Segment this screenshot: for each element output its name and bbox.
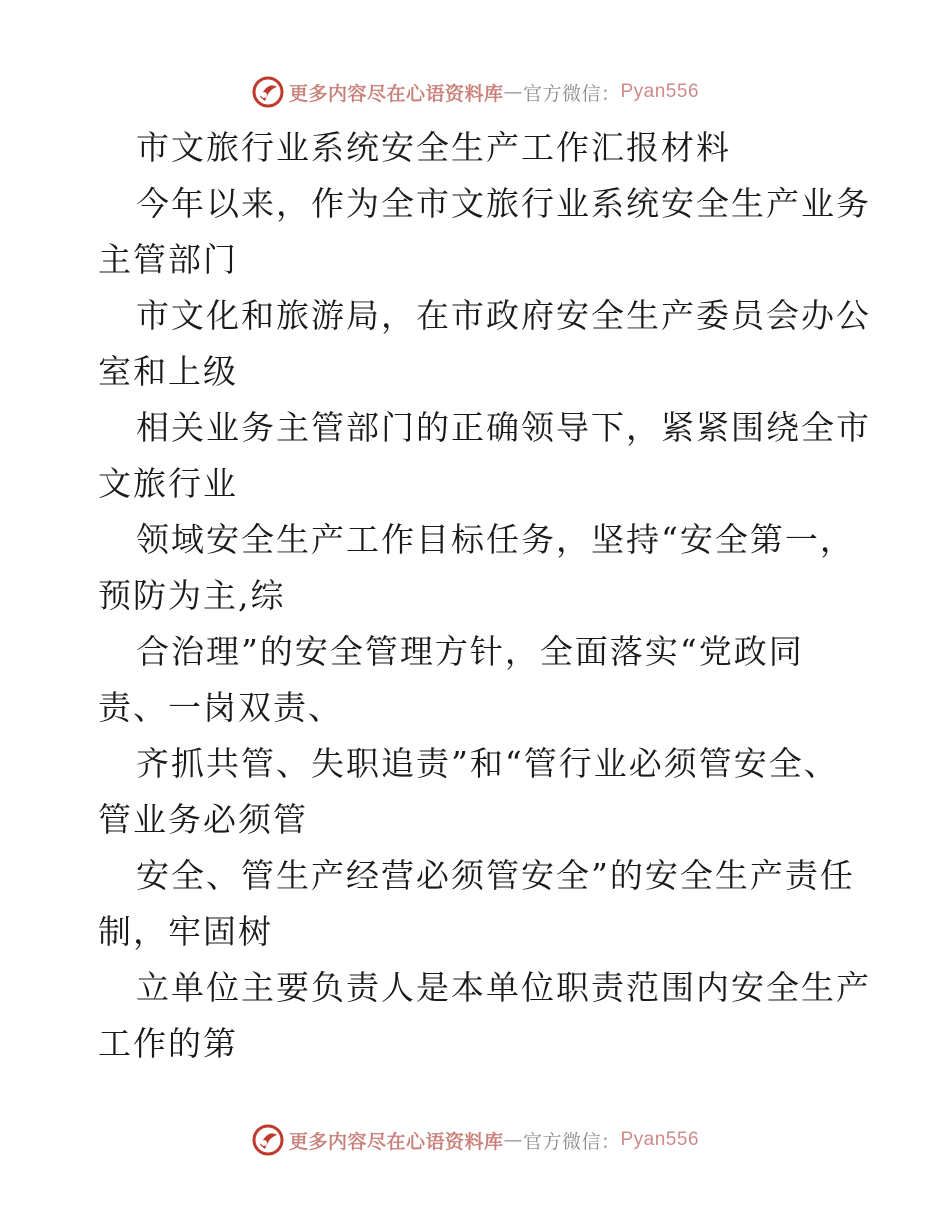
banner-account: Pyan556	[620, 81, 700, 102]
banner-dash: —	[503, 1129, 523, 1151]
text-line: 制，牢固树	[98, 912, 273, 951]
text-line: 工作的第	[98, 1024, 238, 1063]
text-line: 领域安全生产工作目标任务，坚持“安全第一，	[136, 520, 855, 559]
document-title: 市文旅行业系统安全生产工作汇报材料	[136, 128, 731, 167]
brand-logo-icon	[251, 75, 285, 109]
text-line: 合治理”的安全管理方针，全面落实“党政同	[136, 632, 804, 671]
text-line: 责、一岗双责、	[98, 688, 343, 727]
footer-banner	[0, 1120, 950, 1160]
banner-wechat-label: 官方微信：	[522, 1130, 621, 1153]
banner-wechat-label: 官方微信：	[522, 82, 621, 105]
text-line: 文旅行业	[98, 464, 238, 503]
document-body	[98, 120, 871, 1072]
text-line: 室和上级	[98, 352, 238, 391]
text-line: 主管部门	[98, 240, 238, 279]
banner-dash: —	[503, 81, 523, 103]
header-banner	[0, 72, 950, 112]
text-line: 相关业务主管部门的正确领导下，紧紧围绕全市	[136, 408, 871, 447]
text-line: 安全、管生产经营必须管安全”的安全生产责任	[136, 856, 855, 895]
banner-main-text: 更多内容尽在心语资料库	[288, 1130, 504, 1153]
text-line: 齐抓共管、失职追责”和“管行业必须管安全、	[136, 744, 839, 783]
brand-logo-icon	[251, 1123, 285, 1157]
text-line: 立单位主要负责人是本单位职责范围内安全生产	[136, 968, 871, 1007]
text-line: 预防为主,综	[98, 576, 286, 615]
banner-account: Pyan556	[620, 1129, 700, 1150]
text-line: 管业务必须管	[98, 800, 308, 839]
banner-main-text: 更多内容尽在心语资料库	[288, 82, 504, 105]
text-line: 市文化和旅游局，在市政府安全生产委员会办公	[136, 296, 871, 335]
text-line: 今年以来，作为全市文旅行业系统安全生产业务	[136, 184, 871, 223]
